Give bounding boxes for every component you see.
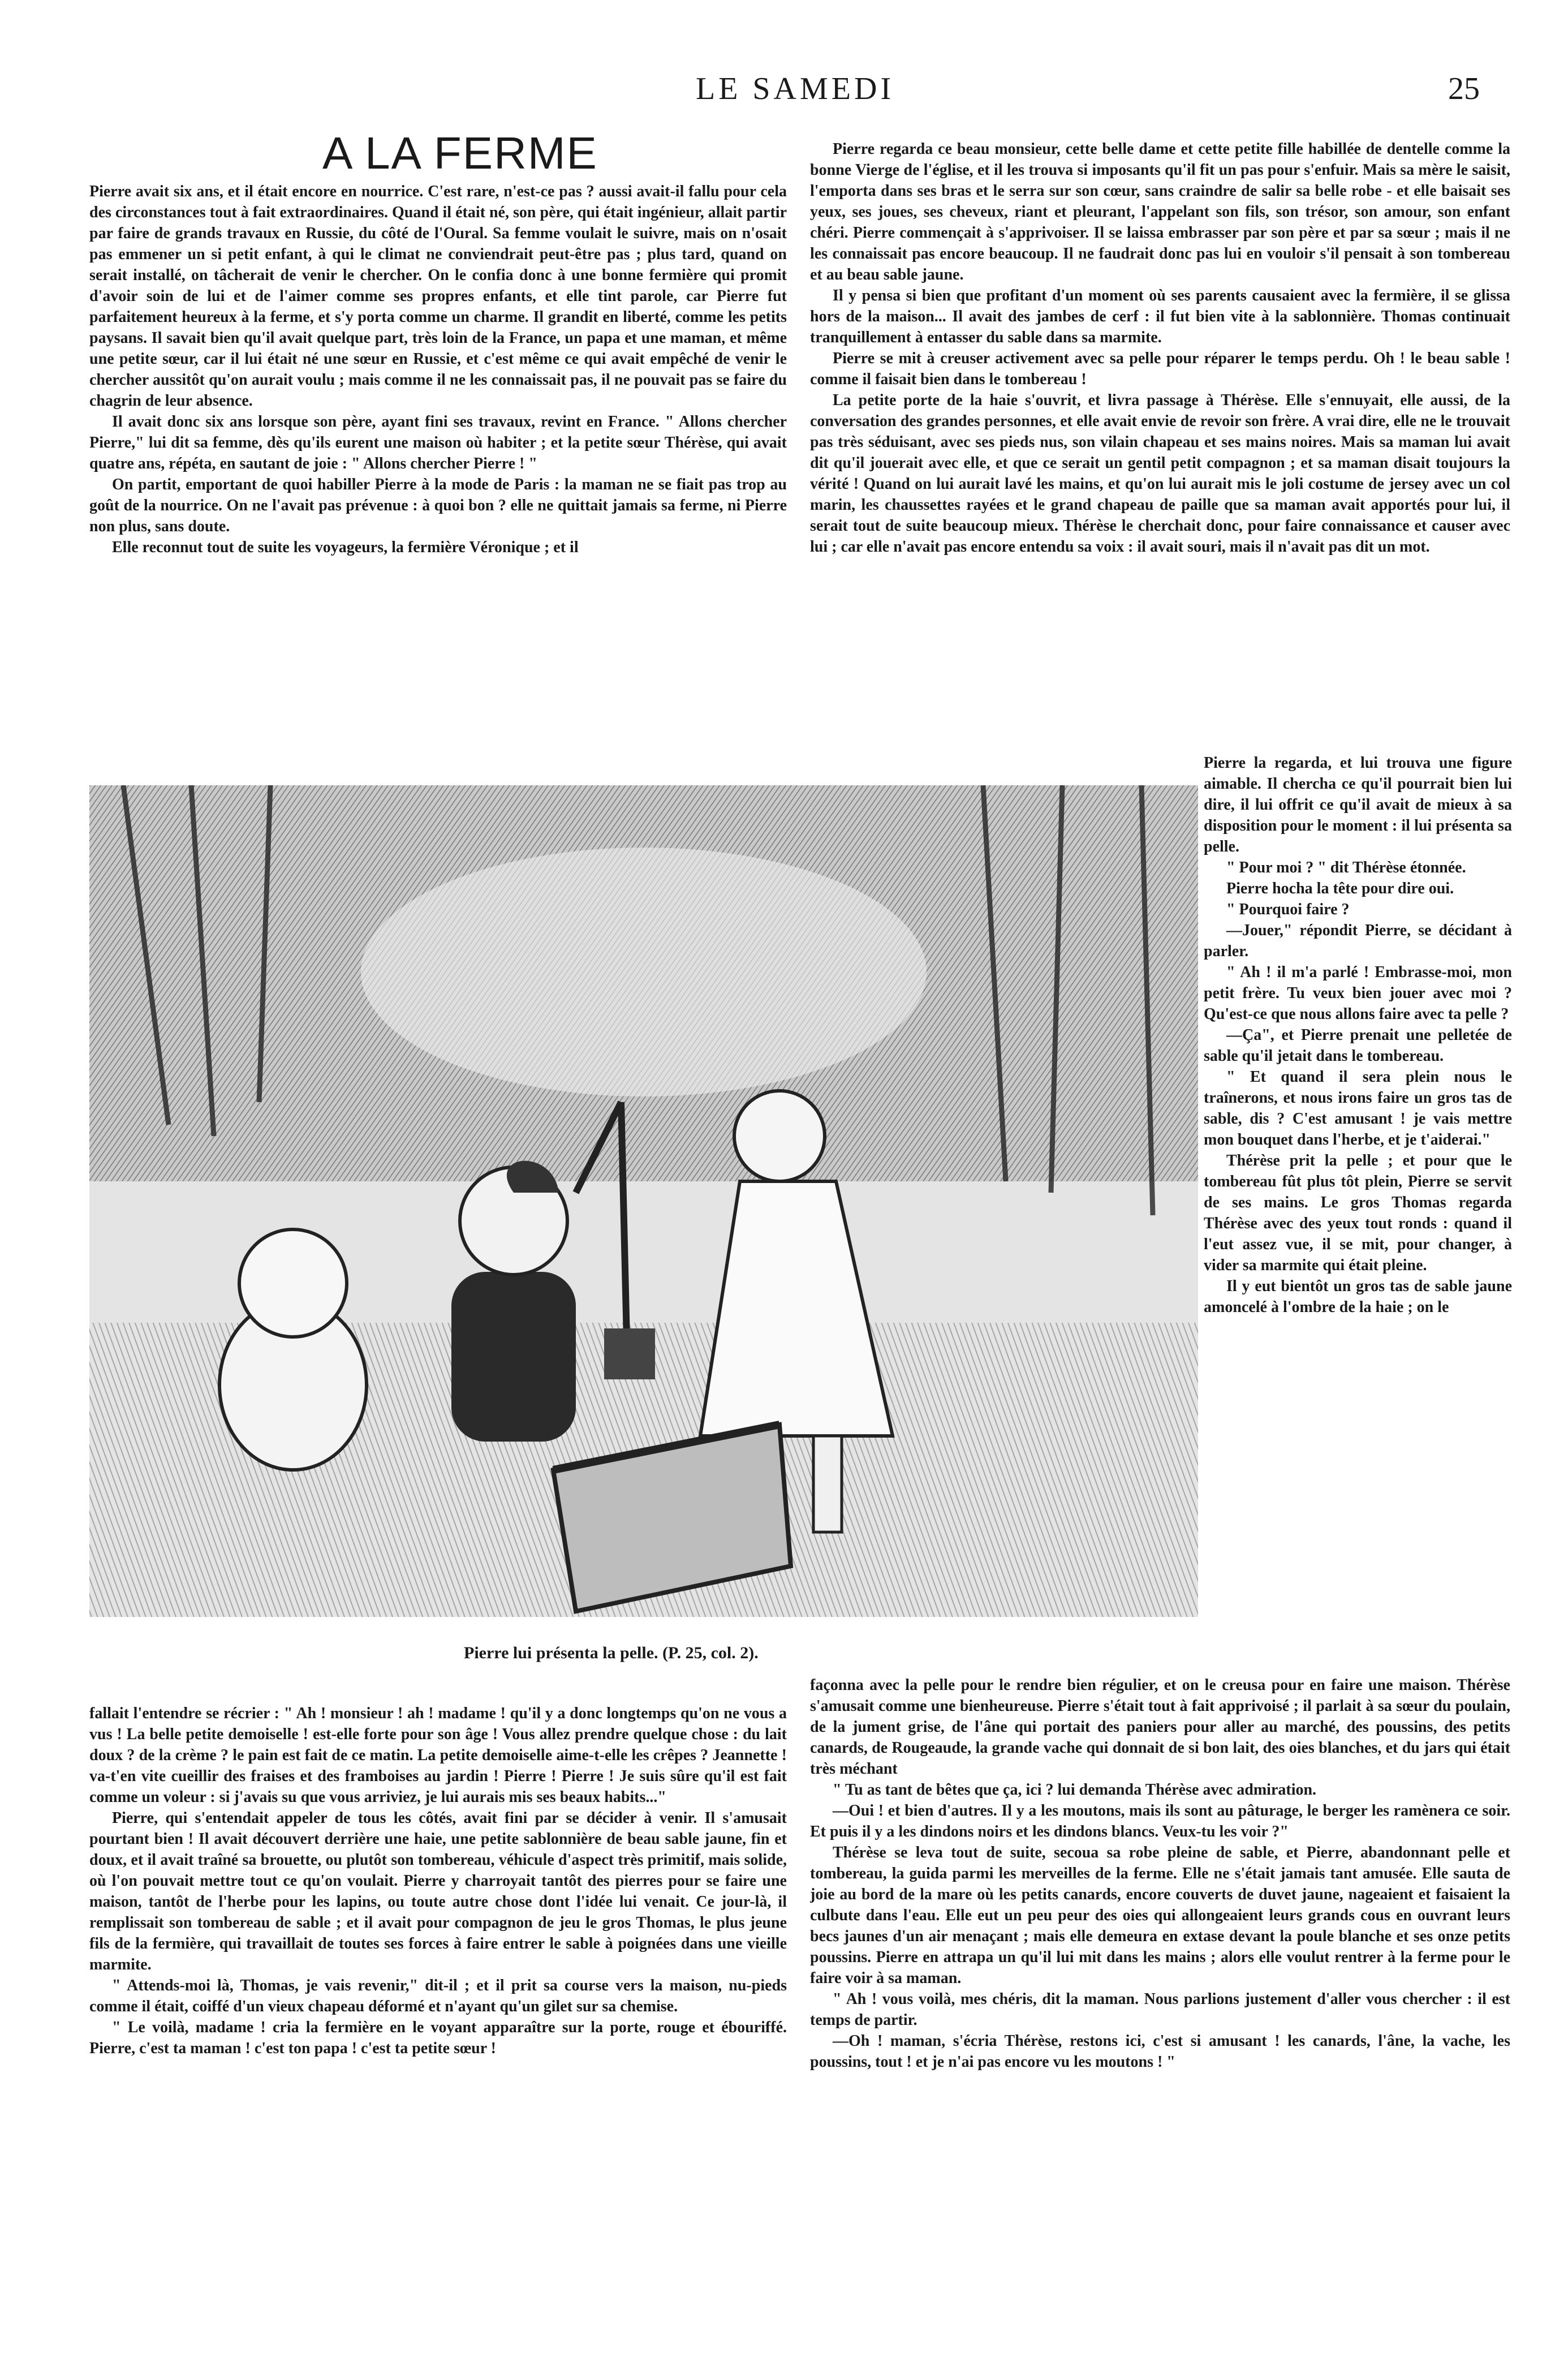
paragraph: On partit, emportant de quoi habiller Pierre à la mode de Paris : la maman ne se fiait pas trop au goût de la nourrice. On ne l'avait pas prévenue : à quoi bon ? elle ne quittait jamais sa ferme, ni Pierre non plus, sans doute. bbox=[89, 476, 787, 535]
paragraph: " Ah ! il m'a parlé ! Embrasse-moi, mon petit frère. Tu veux bien jouer avec moi ? Qu'est-ce que nous allons faire avec ta pelle ? bbox=[1204, 964, 1512, 1023]
illustration-caption: Pierre lui présenta la pelle. (P. 25, col. 2). bbox=[464, 1644, 759, 1662]
paragraph: " Attends-moi là, Thomas, je vais revenir," dit-il ; et il prit sa course vers la maison, nu-pieds comme il était, coiffé d'un vieux chapeau déformé et n'ayant qu'un gilet sur sa chemise. bbox=[89, 1977, 787, 2015]
paragraph: Thérèse se leva tout de suite, secoua sa robe pleine de sable, et Pierre, abandonnant pelle et tombereau, la guida parmi les merveilles de la ferme. Elle ne s'était jamais tant amusée. Elle sauta de joie au bord de la mare où les petits canards, encore couverts de duvet jaune, nageaient et faisaient la culbute dans l'eau. Elle eut un peu peur des oies qui allongeaient leurs grands cous en ouvrant leurs becs jaunes d'un air menaçant ; mais elle demeura en extase devant la poule blanche et ses onze petits poussins. Pierre en attrapa un qu'il lui mit dans les mains ; alors elle voulut rentrer à la ferme pour le faire voir à sa maman. bbox=[810, 1844, 1510, 1987]
column-right-top bbox=[810, 139, 1510, 761]
paragraph: " Pourquoi faire ? bbox=[1226, 901, 1350, 918]
paragraph: " Pour moi ? " dit Thérèse étonnée. bbox=[1226, 859, 1466, 876]
paragraph: Il y eut bientôt un gros tas de sable jaune amoncelé à l'ombre de la haie ; on le bbox=[1204, 1278, 1512, 1316]
paragraph: " Tu as tant de bêtes que ça, ici ? lui demanda Thérèse avec admiration. bbox=[833, 1781, 1317, 1799]
journal-title: LE SAMEDI bbox=[696, 71, 895, 106]
paragraph: —Ça", et Pierre prenait une pelletée de sable qu'il jetait dans le tombereau. bbox=[1204, 1026, 1512, 1065]
column-left-bottom bbox=[89, 1703, 787, 2303]
illustration-drawing bbox=[89, 785, 1198, 1617]
article-title: A LA FERME bbox=[322, 128, 598, 178]
paragraph: Pierre avait six ans, et il était encore en nourrice. C'est rare, n'est-ce pas ? aussi avait-il fallu pour cela des circonstances tout à fait extraordinaires. Quand il était né, son père, qui était ingénieur, allait partir par faire de grands travaux en Russie, du côté de l'Oural. Sa femme voulait le suivre, mais on n'osait pas emmener un si petit enfant, à qui le climat ne conviendrait peut-être pas ; plus tard, quand on serait installé, on tâcherait de venir le chercher. On le confia donc à une bonne fermière qui promit d'avoir soin de lui et de l'aimer comme ses propres enfants, et elle tint parole, car Pierre fut parfaitement heureux à la ferme, et s'y porta comme un charme. Il grandit en liberté, comme les petits paysans. Il savait bien qu'il avait quelque part, très loin de la France, un papa et une maman, et même une petite sœur, car il lui était né une sœur en Russie, et c'est même ce qui avait empêché de venir le chercher aussitôt qu'on aurait voulu ; mais comme il ne les connaissait pas, il ne pouvait pas se faire du chagrin de leur absence. bbox=[89, 183, 787, 410]
paragraph: Il avait donc six ans lorsque son père, ayant fini ses travaux, revint en France. " Allons chercher Pierre," lui dit sa femme, dès qu'ils eurent une maison où habiter ; et la petite sœur Thérèse, qui avait quatre ans, répéta, en sautant de joie : " Allons chercher Pierre ! " bbox=[89, 413, 787, 472]
paragraph: La petite porte de la haie s'ouvrit, et livra passage à Thérèse. Elle s'ennuyait, elle aussi, de la conversation des grandes personnes, et elle avait envie de revoir son frère. A vrai dire, elle ne le trouvait pas très séduisant, avec ses pieds nus, son vilain chapeau et ses mains noires. Mais sa maman lui avait dit qu'il jouerait avec elle, et que ce serait un gentil petit compagnon ; et sa maman disait toujours la vérité ! Quand on lui aurait lavé les mains, et qu'on lui aurait mis le joli costume de jersey avec un col marin, les chaussettes rayées et le grand chapeau de paille que sa maman avait apportés pour lui, il serait tout de suite beaucoup mieux. Thérèse le cherchait donc, pour faire connaissance et causer avec lui ; car elle n'avait pas encore entendu sa voix : il avait souri, mais il n'avait pas dit un mot. bbox=[810, 392, 1510, 556]
paragraph: fallait l'entendre se récrier : " Ah ! monsieur ! ah ! madame ! qu'il y a donc longtemps qu'on ne vous a vus ! La belle petite demoiselle ! est-elle forte pour son âge ! Vous allez prendre quelque chose : du lait doux ? de la crème ? le pain est fait de ce matin. La petite demoiselle aime-t-elle les crêpes ? Jeannette ! va-t'en vite cueillir des fraises et des framboises au jardin ! Pierre ! Pierre ! Je suis sûre qu'il est fait comme un voleur : si j'avais su que vous arriviez, je lui aurais mis ses beaux habits..." bbox=[89, 1705, 787, 1806]
column-left-top bbox=[89, 181, 787, 775]
column-right-bottom bbox=[810, 1675, 1510, 2303]
paragraph: Thérèse prit la pelle ; et pour que le tombereau fût plus tôt plein, Pierre se servit de ses mains. Le gros Thomas regarda Thérèse avec des yeux tout ronds : quand il l'eut assez vue, il se mit, pour changer, à vider sa marmite qui était pleine. bbox=[1204, 1152, 1512, 1274]
paragraph: " Et quand il sera plein nous le traînerons, et nous irons faire un gros tas de sable, dis ? C'est amusant ! je vais mettre mon bouquet dans l'herbe, et je t'aiderai." bbox=[1204, 1068, 1512, 1149]
paragraph: Il y pensa si bien que profitant d'un moment où ses parents causaient avec la fermière, il se glissa hors de la maison... Il avait des jambes de cerf : il fut bien vite à la sablonnière. Thomas continuait tranquillement à entasser du sable dans sa marmite. bbox=[810, 287, 1510, 346]
page-number: 25 bbox=[1448, 71, 1480, 106]
paragraph: Pierre la regarda, et lui trouva une figure aimable. Il chercha ce qu'il pourrait bien lui dire, il lui offrit ce qu'il avait de mieux à sa disposition pour le moment : il lui présenta sa pelle. bbox=[1204, 754, 1512, 855]
paragraph: Pierre, qui s'entendait appeler de tous les côtés, avait fini par se décider à venir. Il s'amusait pourtant bien ! Il avait découvert derrière une haie, une petite sablonnière de beau sable jaune, fin et doux, et il avait traîné sa brouette, ou plutôt son tombereau, véhicule d'aspect très primitif, mais solide, où l'on pouvait mettre tout ce qu'on voulait. Pierre y charroyait tantôt des pierres pour se faire une maison, tantôt de l'herbe pour les lapins, ou toute autre chose dont l'idée lui venait. Ce jour-là, il remplissait son tombereau de sable ; et il avait pour compagnon de jeu le gros Thomas, le plus jeune fils de la fermière, qui travaillait de toutes ses forces à faire entrer le sable à poignées dans une vieille marmite. bbox=[89, 1809, 787, 1973]
paragraph: Pierre se mit à creuser activement avec sa pelle pour réparer le temps perdu. Oh ! le beau sable ! comme il faisait bien dans le tombereau ! bbox=[810, 350, 1510, 388]
paragraph: Elle reconnut tout de suite les voyageurs, la fermière Véronique ; et il bbox=[112, 539, 579, 556]
column-beside-illustration bbox=[1204, 752, 1512, 1669]
running-header bbox=[0, 71, 1568, 122]
paragraph: " Le voilà, madame ! cria la fermière en le voyant apparaître sur la porte, rouge et ébouriffé. Pierre, c'est ta maman ! c'est ton papa ! c'est ta petite sœur ! bbox=[89, 2019, 787, 2057]
paragraph: " Ah ! vous voilà, mes chéris, dit la maman. Nous parlions justement d'aller vous chercher : il est temps de partir. bbox=[810, 1990, 1510, 2029]
paragraph: —Oh ! maman, s'écria Thérèse, restons ici, c'est si amusant ! les canards, l'âne, la vache, les poussins, tout ! et je n'ai pas encore vu les moutons ! " bbox=[810, 2032, 1510, 2071]
engraving-illustration bbox=[89, 785, 1198, 1617]
paragraph: façonna avec la pelle pour le rendre bien régulier, et on le creusa pour en faire une maison. Thérèse s'amusait comme une bienheureuse. Pierre s'était tout à fait apprivoisé ; il parlait à sa sœur du poulain, de la jument grise, de l'âne qui portait des paniers pour aller au marché, des poussins, des petits canards, de Rougeaude, la grande vache qui donnait de si bon lait, des oies blanches, et du jars qui était très méchant bbox=[810, 1676, 1510, 1778]
paragraph: —Jouer," répondit Pierre, se décidant à parler. bbox=[1204, 922, 1512, 960]
paragraph: Pierre regarda ce beau monsieur, cette belle dame et cette petite fille habillée de dentelle comme la bonne Vierge de l'église, et il les trouva si imposants qu'il fit un pas pour s'enfuir. Mais sa mère le saisit, l'emporta dans ses bras et le serra sur son cœur, sans craindre de salir sa belle robe - et elle baisait ses yeux, ses joues, ses cheveux, riant et pleurant, l'appelant son fils, son trésor, son amour, son enfant chéri. Pierre commençait à s'apprivoiser. Il se laissa embrasser par son père et par sa sœur ; mais il ne les connaissait pas encore beaucoup. Il ne faudrait donc pas lui en vouloir s'il pensait à son tombereau et au beau sable jaune. bbox=[810, 140, 1510, 283]
paragraph: —Oui ! et bien d'autres. Il y a les moutons, mais ils sont au pâturage, le berger les ramènera ce soir. Et puis il y a les dindons noirs et les dindons blancs. Veux-tu les voir ?" bbox=[810, 1802, 1510, 1840]
paragraph: Pierre hocha la tête pour dire oui. bbox=[1226, 880, 1454, 897]
